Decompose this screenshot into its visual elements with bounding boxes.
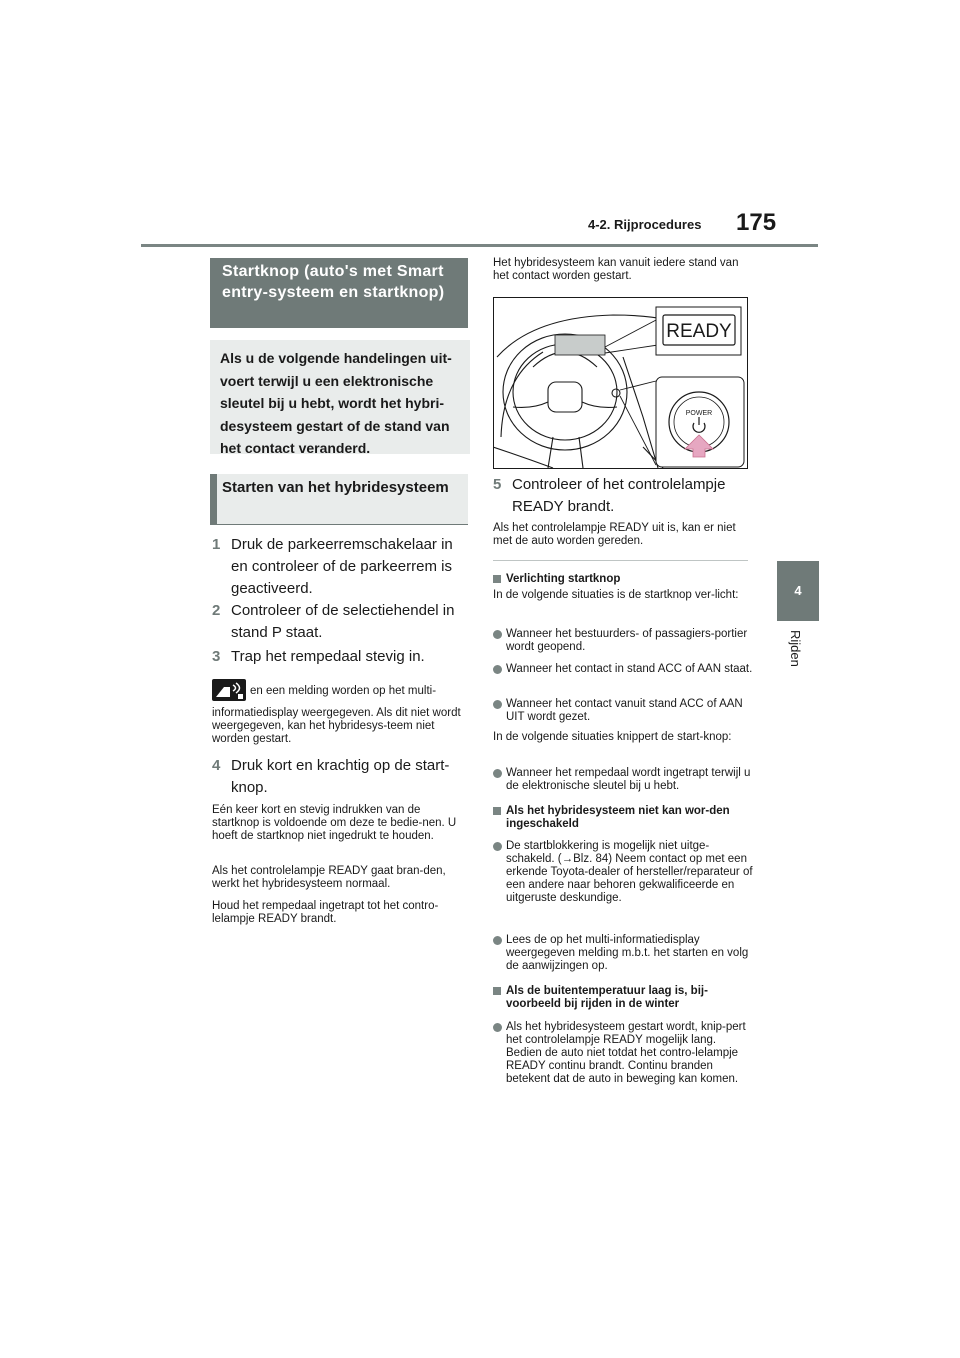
step3-note: informatiedisplay weergegeven. Als dit niet wordt weergegeven, kan het hybridesys-teem niet worden gestart.: [212, 707, 461, 745]
step4-note-2: Als het controlelampje READY gaat bran-den, werkt het hybridesysteem normaal.: [212, 865, 446, 890]
info-paragraph: In de volgende situaties knippert de start-knop:: [493, 731, 732, 743]
step3-note-line1: en een melding worden op het multi-: [250, 685, 437, 697]
info-bullet: Lees de op het multi-informatiedisplay weergegeven melding m.b.t. het starten en volg de aanwijzingen op.: [493, 934, 755, 973]
header-divider: [141, 244, 818, 247]
step-1: [212, 534, 467, 600]
bullet-icon: [493, 665, 502, 674]
step5-note: Als het controlelampje READY uit is, kan er niet met de auto worden gereden.: [493, 522, 736, 547]
chapter-tab-number: 4: [794, 583, 802, 598]
info-heading: Verlichting startknop: [493, 573, 755, 586]
section-divider: [210, 524, 468, 525]
step-3: [212, 646, 467, 668]
step-2: [212, 600, 467, 644]
page-number: 175: [736, 209, 777, 236]
bullet-icon: [493, 630, 502, 639]
info-bullet: Wanneer het bestuurders- of passagiers-portier wordt geopend.: [493, 628, 755, 654]
power-button-label: POWER: [685, 410, 713, 417]
square-bullet-icon: [493, 575, 501, 583]
step-text: Druk de parkeerremschakelaar in en controleer of de parkeerrem is geactiveerd.: [231, 536, 453, 597]
step-number: 5: [493, 476, 502, 493]
info-heading: Als de buitentemperatuur laag is, bij-voorbeeld bij rijden in de winter: [493, 985, 755, 1011]
bullet-icon: [493, 936, 502, 945]
step-text: Controleer of de selectiehendel in stand P staat.: [231, 602, 455, 641]
square-bullet-icon: [493, 807, 501, 815]
right-divider: [493, 560, 748, 561]
ready-indicator-label: READY: [666, 321, 732, 342]
step-number: 1: [212, 536, 221, 553]
intro-text: Als u de volgende handelingen uit-voert terwijl u een elektronische sleutel bij u hebt, wordt het hybri-desysteem gestart of de stand van het contact veranderd.: [220, 350, 452, 456]
section-title: Starten van het hybridesysteem: [222, 479, 449, 496]
square-bullet-icon: [493, 987, 501, 995]
chapter-heading: 4-2. Rijprocedures: [588, 217, 702, 232]
step-number: 2: [212, 602, 221, 619]
main-title: Startknop (auto's met Smart entry-systeem en startknop): [222, 263, 445, 301]
bullet-icon: [493, 842, 502, 851]
dashboard-illustration: [493, 297, 748, 469]
chapter-tab-label: Rijden: [788, 630, 803, 667]
bullet-icon: [493, 769, 502, 778]
section-heading-bar: [210, 474, 217, 524]
info-bullet: Wanneer het rempedaal wordt ingetrapt terwijl u de elektronische sleutel bij u hebt.: [493, 767, 755, 793]
step-number: 3: [212, 648, 221, 665]
step4-note-1: Eén keer kort en stevig indrukken van de startknop is voldoende om deze te bedie-nen. U hoeft de startknop niet ingedrukt te houden.: [212, 804, 457, 842]
brake-message-icon: [212, 679, 246, 701]
step-5: [493, 474, 755, 518]
info-bullet: Als het hybridesysteem gestart wordt, knip-pert het controlelampje READY mogelijk lang. Bedien de auto niet totdat het contro-lelampje READY continu brandt. Continu branden betekent dat de auto in beweging kan komen.: [493, 1021, 755, 1086]
info-paragraph: In de volgende situaties is de startknop ver-licht:: [493, 589, 739, 601]
info-heading: Als het hybridesysteem niet kan wor-den ingeschakeld: [493, 805, 755, 831]
step4-note-3: Houd het rempedaal ingetrapt tot het contro-lelampje READY brandt.: [212, 900, 439, 925]
info-bullet: Wanneer het contact in stand ACC of AAN staat.: [493, 663, 755, 676]
bullet-icon: [493, 700, 502, 709]
step-text: Controleer of het controlelampje READY brandt.: [512, 476, 726, 515]
info-bullet: Wanneer het contact vanuit stand ACC of AAN UIT wordt gezet.: [493, 698, 755, 724]
step-text: Druk kort en krachtig op de start-knop.: [231, 757, 450, 796]
step-4: [212, 755, 467, 799]
bullet-icon: [493, 1023, 502, 1032]
step-number: 4: [212, 757, 221, 774]
info-bullet: De startblokkering is mogelijk niet uitge-schakeld. (→Blz. 84) Neem contact op met een erkende Toyota-dealer of hersteller/reparateur of een andere naar behoren gekwalificeerde en uitgeruste deskundige.: [493, 840, 755, 905]
right-intro: Het hybridesysteem kan vanuit iedere stand van het contact worden gestart.: [493, 257, 739, 282]
step-text: Trap het rempedaal stevig in.: [231, 648, 425, 665]
